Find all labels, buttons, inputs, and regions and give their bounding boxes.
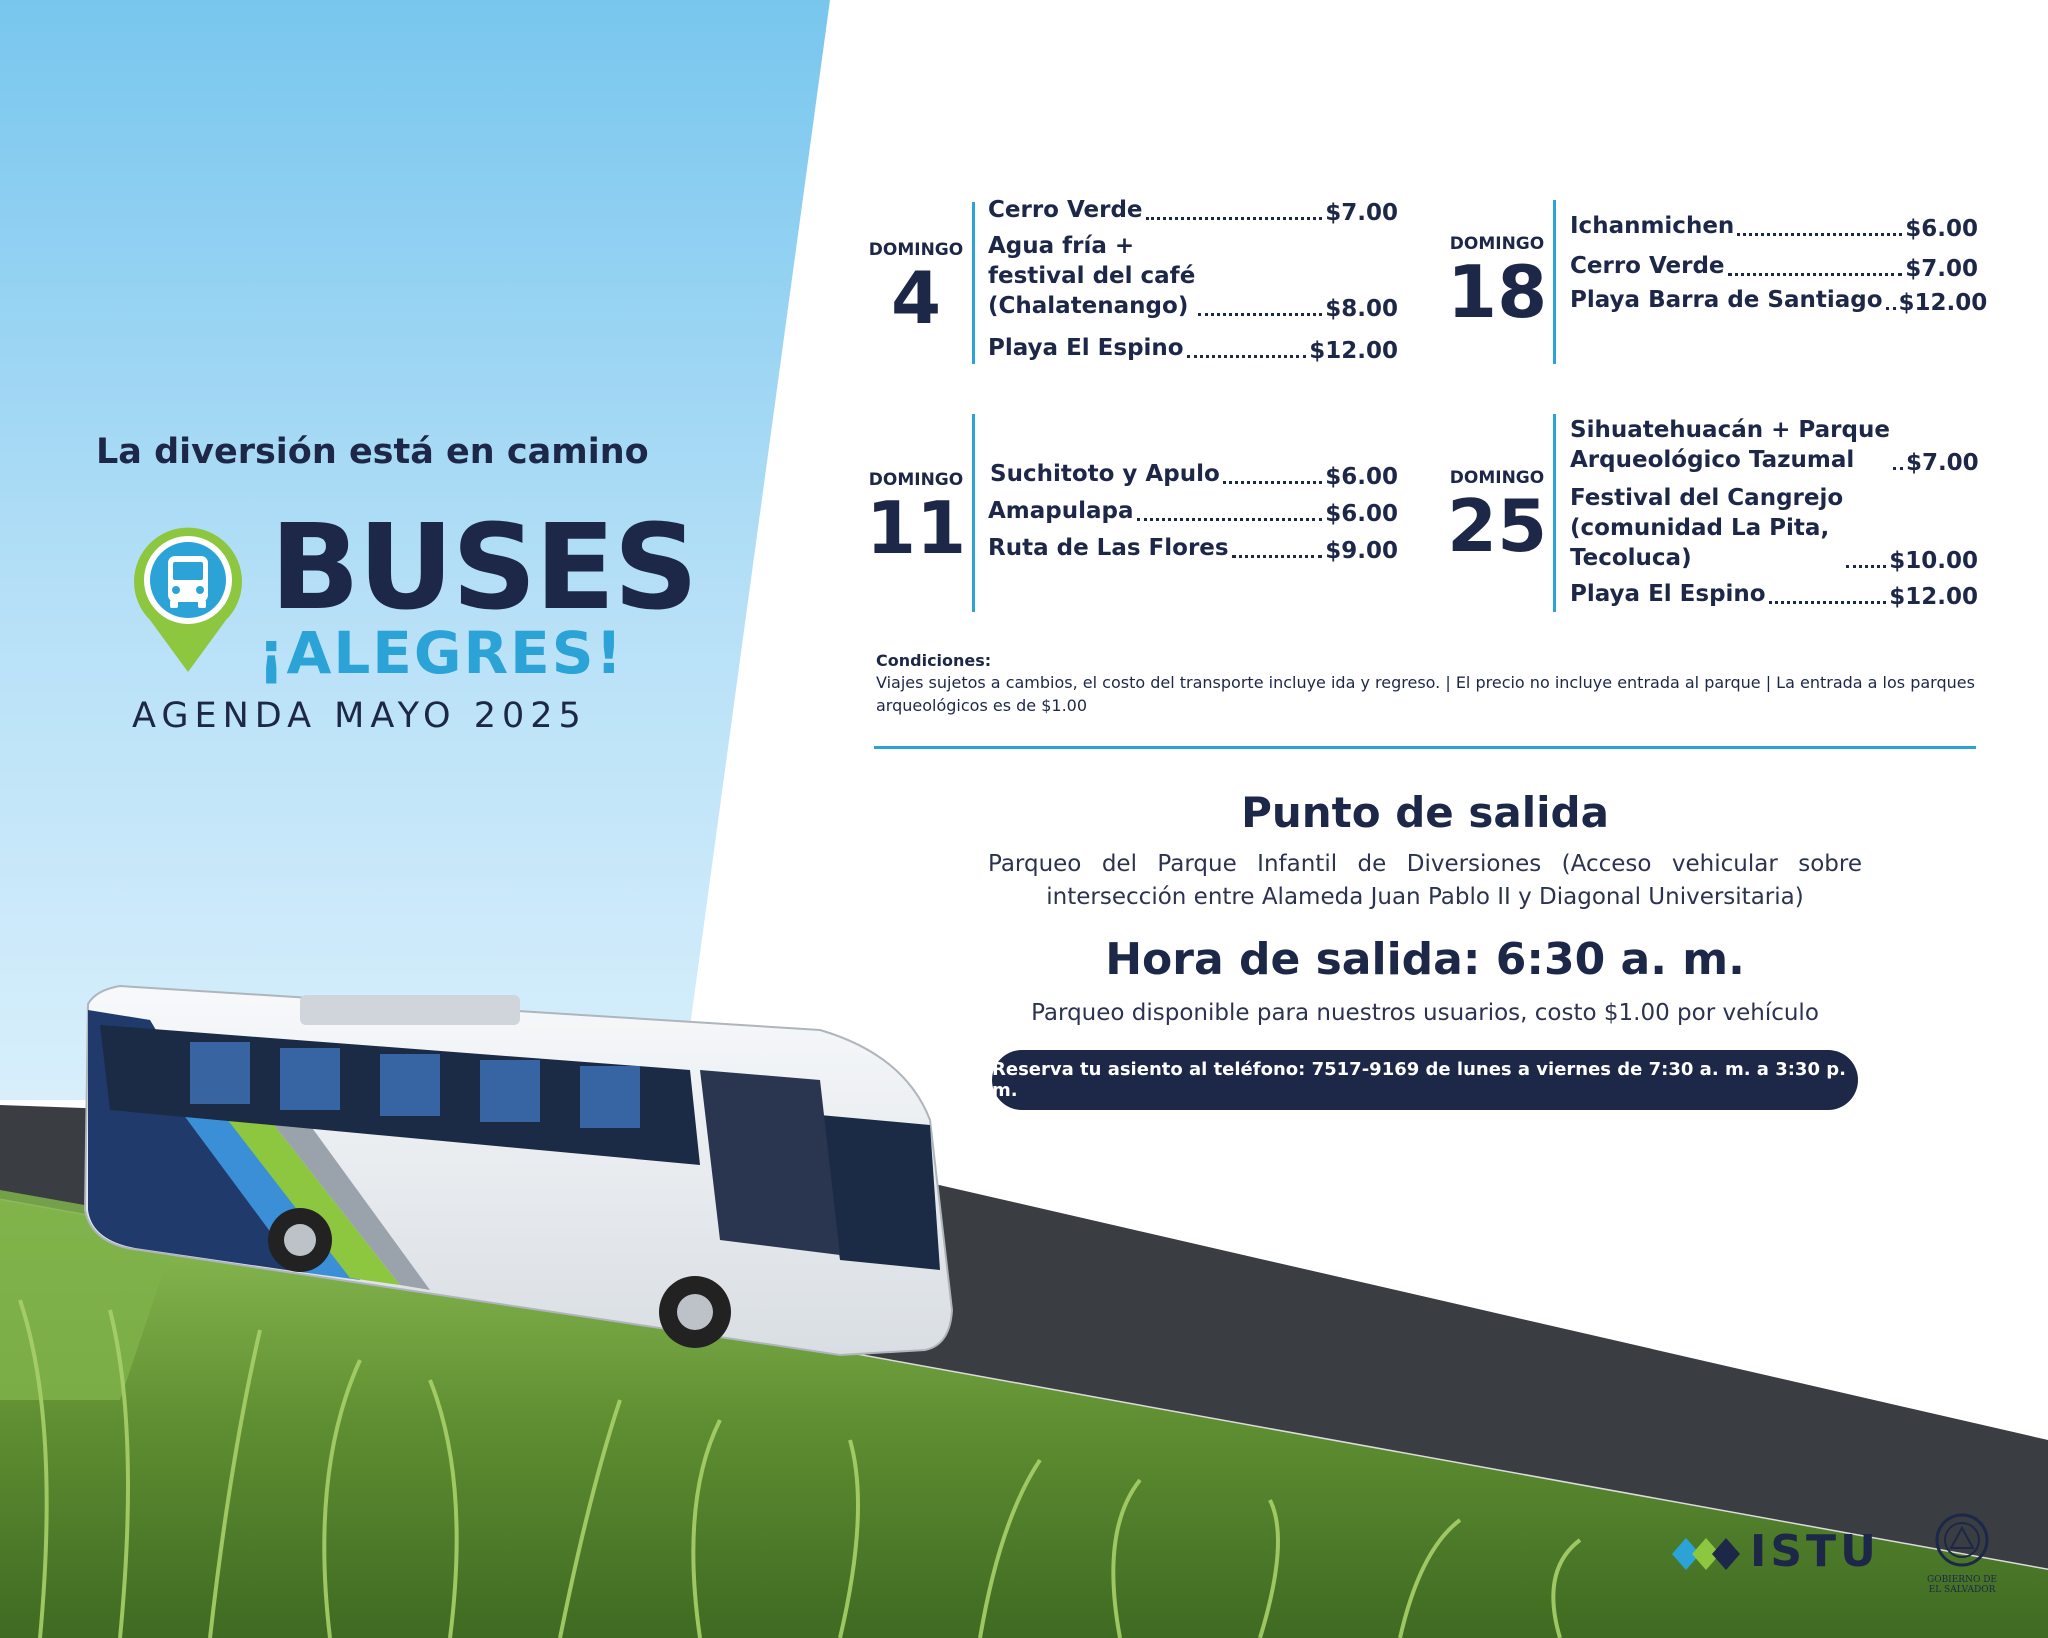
trip-price: $6.00 (1325, 500, 1398, 527)
agenda-subtitle: AGENDA MAYO 2025 (132, 696, 587, 736)
departure-title: Punto de salida (1241, 788, 1609, 837)
gobierno-logo (1922, 1512, 2002, 1622)
day-number: 11 (866, 486, 967, 570)
conditions-title: Condiciones: (876, 651, 992, 670)
trip-price: $7.00 (1905, 255, 1978, 282)
trip-price: $7.00 (1325, 199, 1398, 226)
day-4-label (866, 240, 966, 340)
trip-price: $12.00 (1889, 583, 1978, 610)
trip-name: Cerro Verde (1570, 253, 1725, 279)
section-divider (874, 746, 1976, 749)
departure-place: Parqueo del Parque Infantil de Diversiones (Acceso vehicular sobre intersección entre Alameda Juan Pablo II y Diagonal Universitaria) (988, 851, 1862, 911)
trip-row (988, 196, 1398, 226)
trip-row (1570, 252, 1978, 282)
day-number: 25 (1447, 484, 1548, 568)
bus-pin-icon (128, 524, 248, 674)
day-word: DOMINGO (1449, 234, 1545, 254)
logo-buses: BUSES (270, 498, 697, 636)
istu-logo (1672, 1526, 1882, 1580)
day-word: DOMINGO (1449, 468, 1545, 488)
tagline: La diversión está en camino (96, 432, 649, 472)
istu-mark-icon (1672, 1532, 1742, 1576)
trip-price: $6.00 (1325, 463, 1398, 490)
trip-row (988, 334, 1398, 364)
conditions-text: Viajes sujetos a cambios, el costo del transporte incluye ida y regreso. | El precio no incluye entrada al parque | La entrada a los parques arqueológicos es de $1.00 (876, 673, 1975, 715)
trip-name: Cerro Verde (988, 197, 1143, 223)
day-divider (1553, 414, 1556, 612)
conditions (876, 650, 1976, 717)
trip-name: Agua fría + festival del café (Chalatenango) (988, 233, 1196, 319)
trip-row (988, 232, 1398, 322)
gobierno-line1: GOBIERNO DE (1927, 1575, 1997, 1585)
trip-price: $8.00 (1325, 295, 1398, 322)
trip-row (1570, 416, 1978, 476)
trip-row (1570, 286, 1988, 316)
trip-name: Playa Barra de Santiago (1570, 287, 1883, 313)
logo-alegres: ¡ALEGRES! (258, 619, 625, 687)
day-25-label (1447, 468, 1548, 568)
trip-row (990, 460, 1398, 490)
trip-name: Ichanmichen (1570, 213, 1735, 239)
day-word: DOMINGO (868, 240, 964, 260)
trip-name: Sihuatehuacán + Parque Arqueológico Tazumal (1570, 417, 1890, 473)
trip-row (1570, 484, 1978, 574)
trip-name: Festival del Cangrejo (comunidad La Pita, Tecoluca) (1570, 485, 1844, 571)
day-number: 4 (890, 256, 942, 340)
trip-price: $12.00 (1309, 337, 1398, 364)
trip-name: Suchitoto y Apulo (990, 461, 1220, 487)
departure-time: Hora de salida: 6:30 a. m. (1105, 934, 1745, 985)
trip-name: Amapulapa (988, 498, 1134, 524)
trip-name: Playa El Espino (988, 335, 1184, 361)
trip-price: $7.00 (1905, 449, 1979, 476)
trip-name: Playa El Espino (1570, 581, 1766, 607)
trip-row (988, 497, 1398, 527)
gobierno-line2: EL SALVADOR (1928, 1584, 1996, 1595)
buses-alegres-logo (128, 498, 697, 687)
day-divider (1553, 200, 1556, 364)
trip-price: $12.00 (1898, 289, 1988, 316)
istu-wordmark: ISTU (1750, 1526, 1880, 1577)
day-word: DOMINGO (868, 470, 964, 490)
day-divider (972, 202, 975, 364)
day-number: 18 (1447, 250, 1548, 334)
trip-price: $9.00 (1325, 537, 1398, 564)
trip-price: $10.00 (1889, 547, 1978, 574)
day-18-label (1447, 234, 1548, 334)
reservation-banner: Reserva tu asiento al teléfono: 7517-9169 de lunes a viernes de 7:30 a. m. a 3:30 p. m. (992, 1050, 1858, 1110)
national-seal-icon (1934, 1512, 1990, 1568)
trip-row (988, 534, 1398, 564)
day-divider (972, 414, 975, 612)
trip-row (1570, 580, 1978, 610)
day-11-label (866, 470, 967, 570)
trip-name: Ruta de Las Flores (988, 535, 1229, 561)
trip-row (1570, 212, 1978, 242)
trip-price: $6.00 (1905, 215, 1978, 242)
parking-info: Parqueo disponible para nuestros usuarios, costo $1.00 por vehículo (1031, 1000, 1819, 1026)
